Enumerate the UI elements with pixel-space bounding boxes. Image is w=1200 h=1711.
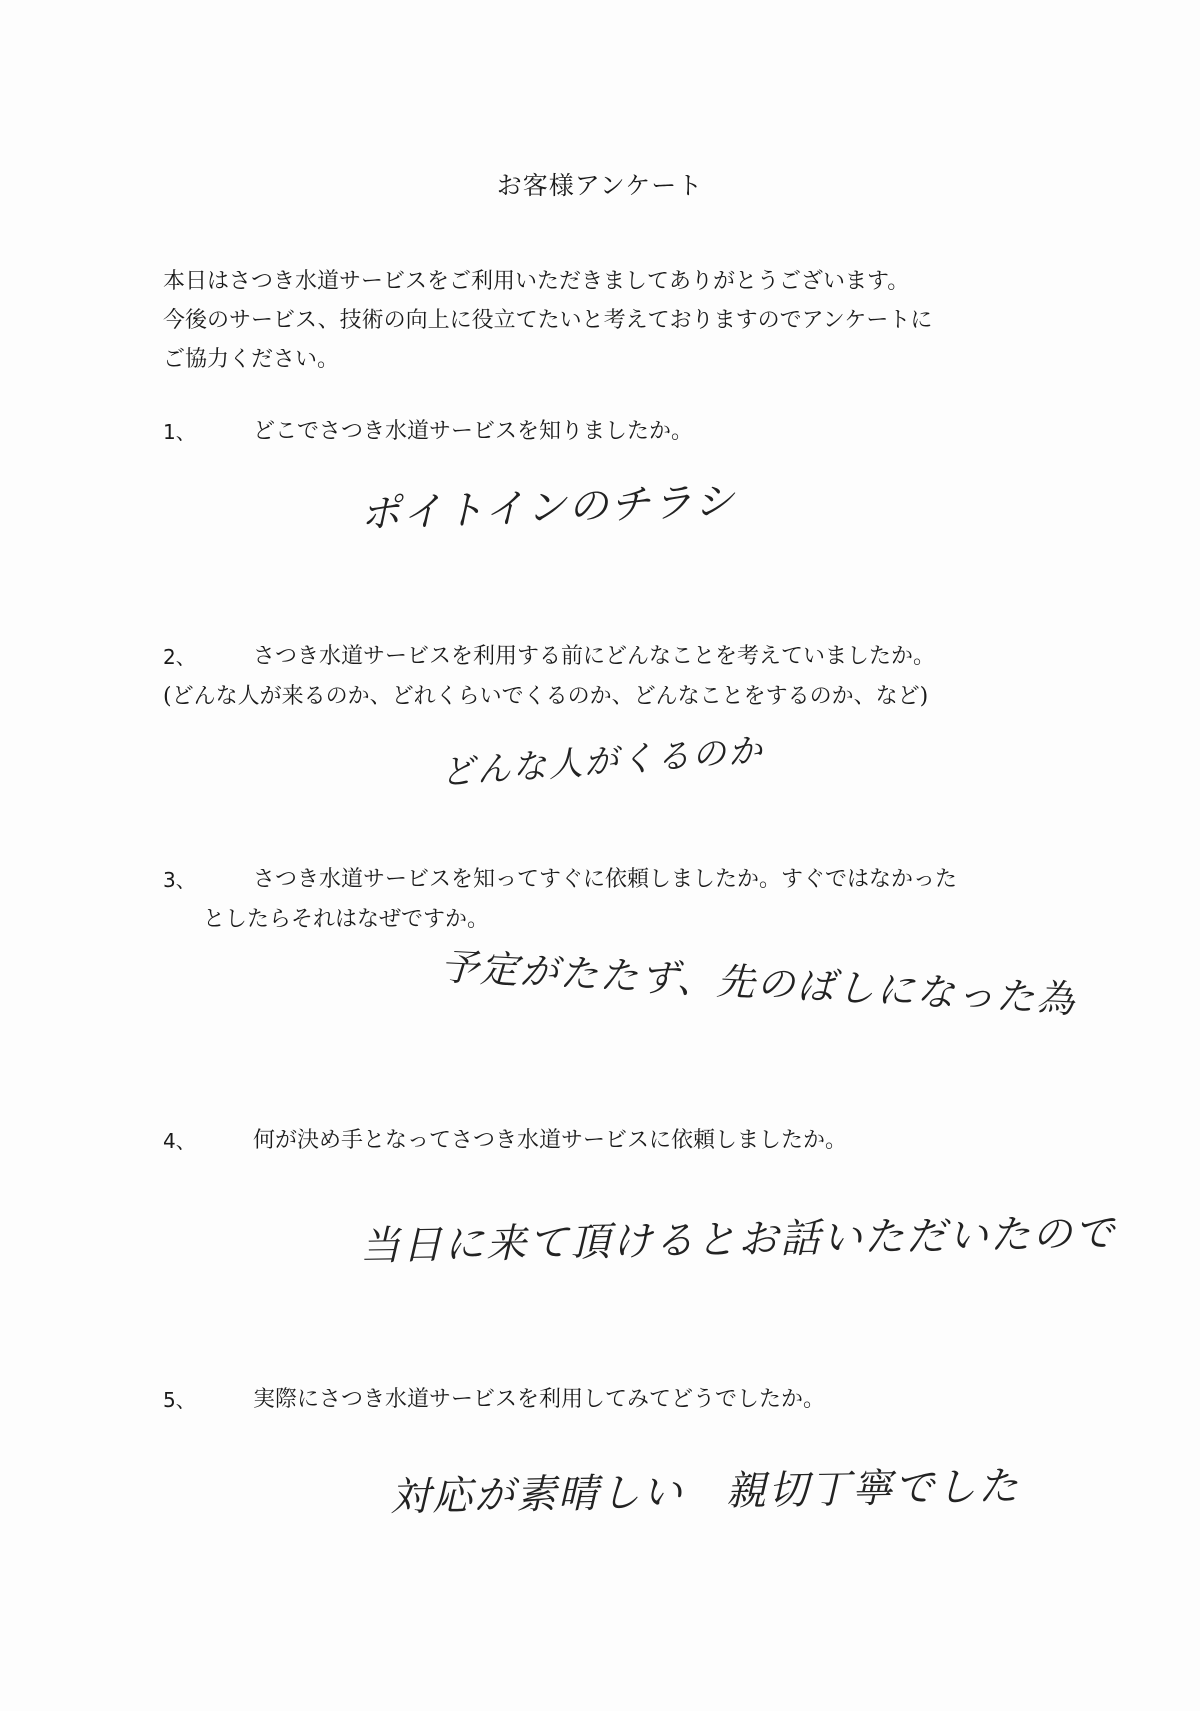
intro-line: 本日はさつき水道サービスをご利用いただきましてありがとうございます。: [163, 269, 910, 294]
question-number: 4、: [163, 1129, 196, 1153]
intro-line: 今後のサービス、技術の向上に役立てたいと考えておりますのでアンケートに: [163, 308, 933, 333]
answer-1-handwritten: ポイトインのチラシ: [359, 478, 737, 538]
question-text: 何が決め手となってさつき水道サービスに依頼しましたか。: [253, 1128, 848, 1153]
question-text: さつき水道サービスを知ってすぐに依頼しましたか。すぐではなかった: [253, 867, 958, 892]
answer-3-handwritten: 予定がたたず、先のばしになった為: [439, 944, 1078, 1022]
question-subtext: (どんな人が来るのか、どれくらいでくるのか、どんなことをするのか、など): [163, 684, 929, 709]
answer-5-handwritten: 対応が素晴しい 親切丁寧でした: [389, 1463, 1021, 1521]
question-text: さつき水道サービスを利用する前にどんなことを考えていましたか。: [253, 644, 936, 669]
question-text: 実際にさつき水道サービスを利用してみてどうでしたか。: [253, 1387, 826, 1412]
question-subtext: としたらそれはなぜですか。: [203, 907, 490, 932]
intro-text: [163, 262, 1063, 379]
answer-2-handwritten: どんな人がくるのか: [439, 730, 766, 794]
question-number: 5、: [163, 1388, 196, 1412]
question-number: 2、: [163, 645, 196, 669]
answer-4-handwritten: 当日に来て頂けるとお話いただいたので: [359, 1210, 1117, 1270]
intro-line: ご協力ください。: [163, 347, 340, 372]
question-text: どこでさつき水道サービスを知りましたか。: [253, 419, 694, 444]
question-number: 1、: [163, 420, 196, 444]
question-number: 3、: [163, 868, 196, 892]
page-title: お客様アンケート: [496, 171, 704, 200]
